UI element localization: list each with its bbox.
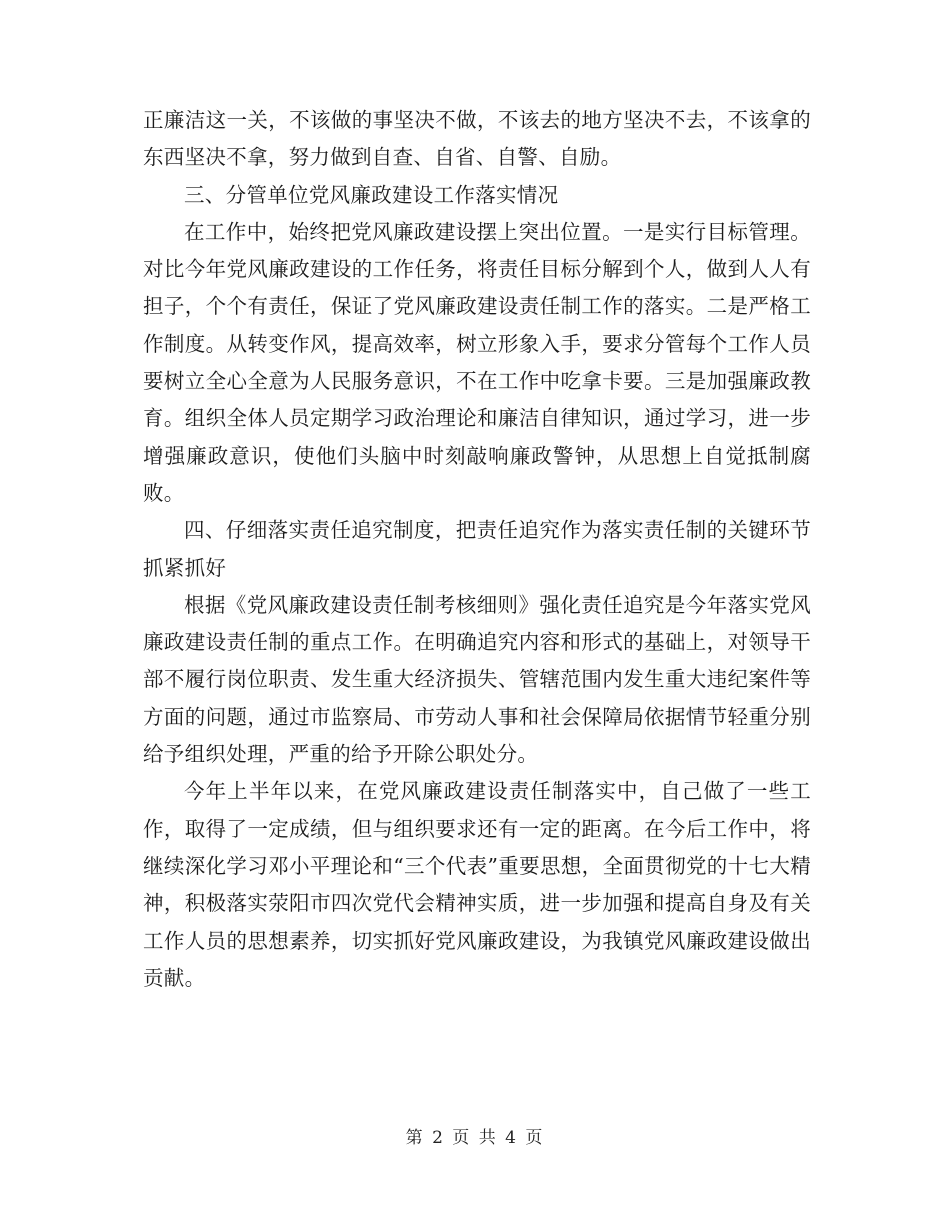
document-body <box>143 102 811 997</box>
section-heading-4: 四、仔细落实责任追究制度，把责任追究作为落实责任制的关键环节抓紧抓好 <box>143 518 811 580</box>
section-heading-3: 三、分管单位党风廉政建设工作落实情况 <box>184 182 559 207</box>
paragraph-section-4-body: 根据《党风廉政建设责任制考核细则》强化责任追究是今年落实党风廉政建设责任制的重点工作。在明确追究内容和形式的基础上，对领导干部不履行岗位职责、发生重大经济损失、管辖范围内发生重大违纪案件等方面的问题，通过市监察局、市劳动人事和社会保障局依据情节轻重分别给予组织处理，严重的给予开除公职处分。 <box>143 592 811 767</box>
paragraph-continuation: 正廉洁这一关，不该做的事坚决不做，不该去的地方坚决不去，不该拿的东西坚决不拿，努力做到自查、自省、自警、自励。 <box>143 108 811 170</box>
page-number-footer: 第 2 页 共 4 页 <box>405 1128 545 1148</box>
paragraph-section-3-body: 在工作中，始终把党风廉政建设摆上突出位置。一是实行目标管理。对比今年党风廉政建设的工作任务，将责任目标分解到个人，做到人人有担子，个个有责任，保证了党风廉政建设责任制工作的落实。二是严格工作制度。从转变作风，提高效率，树立形象入手，要求分管每个工作人员要树立全心全意为人民服务意识，不在工作中吃拿卡要。三是加强廉政教育。组织全体人员定期学习政治理论和廉洁自律知识，通过学习，进一步增强廉政意识，使他们头脑中时刻敲响廉政警钟，从思想上自觉抵制腐败。 <box>143 219 811 505</box>
paragraph-conclusion: 今年上半年以来，在党风廉政建设责任制落实中，自己做了一些工作，取得了一定成绩，但与组织要求还有一定的距离。在今后工作中，将继续深化学习邓小平理论和“三个代表”重要思想，全面贯彻党的十七大精神，积极落实荥阳市四次党代会精神实质，进一步加强和提高自身及有关工作人员的思想素养，切实抓好党风廉政建设，为我镇党风廉政建设做出贡献。 <box>143 779 811 990</box>
